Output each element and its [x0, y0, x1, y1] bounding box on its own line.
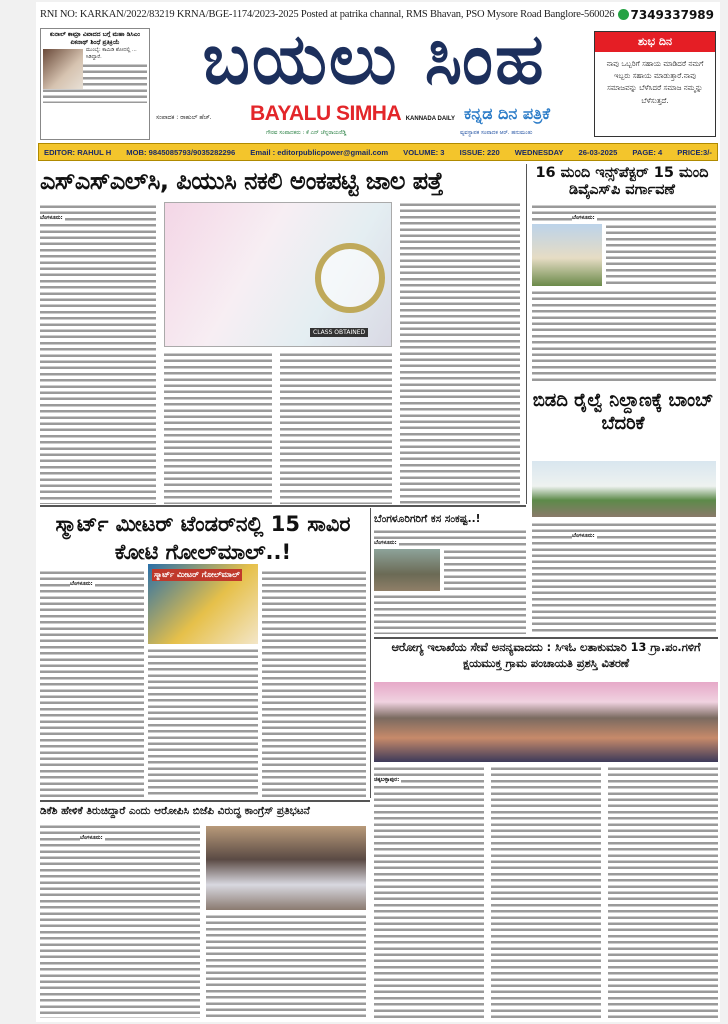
- garbage-text: [374, 529, 526, 547]
- award-ceremony-image: [374, 682, 718, 762]
- thought-text: ನಾವು ಒಬ್ಬರಿಗೆ ಸಹಾಯ ಮಾಡಿದರೆ ನಮಗೆ ಇಬ್ಬರು ಸಹಾಯ ಮಾಡುತ್ತಾರೆ.ನಾವು ಸಮಾಜವನ್ನು ಬೆಳೆಸಿದರೆ ಸಮಾಜ ನಮ್ಮನ್ನು ಬೆಳೆಸುತ್ತದೆ.: [606, 59, 704, 105]
- inspectors-text-3: [532, 290, 716, 382]
- dks-text-1: [40, 824, 200, 1018]
- dateline: ಚಿಕ್ಕಬಳ್ಳಾಪುರ:: [374, 777, 400, 783]
- health-text-1: [374, 766, 484, 1018]
- inspectors-headline: 16 ಮಂದಿ ಇನ್ಸ್‌ಪೆಕ್ಟರ್ 15 ಮಂದಿ ಡಿವೈಎಸ್‌ಪಿ ವರ್ಗಾವಣೆ: [535, 165, 709, 199]
- dks-text-2: [206, 914, 366, 1018]
- tagline: ಕನ್ನಡ ದಿನ ಪತ್ರಿಕೆ: [464, 104, 551, 123]
- lead-text-col4: [400, 202, 520, 504]
- phone-text: 7349337989: [630, 8, 714, 22]
- vidhana-soudha-image: [532, 224, 602, 286]
- garbage-text-3: [374, 594, 526, 634]
- dateline: ಬೆಂಗಳೂರು:: [80, 835, 103, 841]
- inspectors-text-2: [606, 224, 716, 286]
- left-box-title: ಕುನಾಲ್ ಕಾಮ್ರಾ ವಿವಾದದ ಬಗ್ಗೆ ಮಹಾ ಡಿಸಿಎಂ ಏಕನಾಥ್ ಶಿಂಧೆ ಪ್ರತಿಕ್ರಿಯೆ: [49, 31, 141, 47]
- smart-meter-text-3: [262, 570, 366, 799]
- divider: [374, 637, 718, 639]
- info-bar: [38, 143, 718, 161]
- dateline: ಬೆಂಗಳೂರು:: [572, 215, 595, 221]
- dateline: ಬೆಂಗಳೂರು:: [374, 540, 397, 546]
- phone-number: [618, 8, 715, 22]
- divider: [370, 508, 371, 798]
- day: WEDNESDAY: [514, 147, 564, 157]
- brand-sub: KANNADA DAILY: [405, 116, 455, 122]
- divider: [40, 505, 526, 507]
- protest-image: [206, 826, 366, 910]
- brand-name: [250, 102, 455, 131]
- registration-line: RNI NO: KARKAN/2022/83219 KRNA/BGE-1174/2023-2025 Posted at patrika channal, RMS Bhavan, PSO Mysore Road Banglore-560026: [40, 9, 615, 20]
- smart-meter-text-1: [40, 570, 144, 799]
- managing-editor: ವ್ಯವಸ್ಥಾಪಕ ಸಂಪಾದಕ ಆರ್. ಹನುಮಂತು: [460, 130, 533, 136]
- bidadi-text: [532, 522, 716, 634]
- garbage-image: [374, 549, 440, 591]
- health-headline: ಆರೋಗ್ಯ ಇಲಾಖೆಯ ಸೇವೆ ಅನನ್ಯವಾದದು : ಸಿಇಓ ಲತಾಕುಮಾರಿ 13 ಗ್ರಾ.ಪಂ.ಗಳಿಗೆ ಕ್ಷಯಮುಕ್ತ ಗ್ರಾಮ ಪಂಚಾಯತಿ ಪ್ರಶಸ್ತಿ ವಿತರಣೆ: [391, 641, 701, 671]
- divider: [526, 164, 527, 504]
- dateline: ಬೆಂಗಳೂರು:: [572, 533, 595, 539]
- lead-text-col3: [280, 352, 392, 504]
- whatsapp-icon: [618, 9, 629, 20]
- dks-headline: ಡಿಕೆಶಿ ಹೇಳಿಕೆ ತಿರುಚಿದ್ದಾರೆ ಎಂದು ಆರೋಪಿಸಿ ಬಿಜೆಪಿ ವಿರುದ್ಧ ಕಾಂಗ್ರೆಸ್ ಪ್ರತಿಭಟನೆ: [40, 805, 310, 817]
- mobile: MOB: 9845085793/9035282296: [126, 147, 236, 157]
- garbage-text-2: [444, 549, 526, 591]
- brand-en: BAYALU SIMHA: [250, 102, 401, 125]
- image-label: ಸ್ಮಾರ್ಟ್ ಮೀಟರ್ ಗೋಲ್‌ಮಾಲ್: [152, 569, 242, 581]
- train-image: [532, 461, 716, 517]
- smart-meter-headline: ಸ್ಮಾರ್ಟ್ ಮೀಟರ್ ಟೆಂಡರ್‌ನಲ್ಲಿ 15 ಸಾವಿರ ಕೋಟಿ ಗೋಲ್‌ಮಾಲ್..!: [55, 512, 351, 565]
- garbage-headline: ಬೆಂಗಳೂರಿಗರಿಗೆ ಕಸ ಸಂಕಷ್ಟ..!: [374, 513, 481, 525]
- date: 26-03-2025: [578, 147, 618, 157]
- inspectors-text: [532, 204, 716, 222]
- certificate-image: [164, 202, 392, 347]
- thought-title: ಶುಭ ದಿನ: [595, 32, 715, 52]
- smart-meter-text-2: [148, 648, 258, 798]
- editor: EDITOR: RAHUL H: [44, 147, 112, 157]
- left-news-box: [40, 28, 150, 140]
- lead-headline: ಎಸ್‌ಎಸ್‌ಎಲ್‌ಸಿ, ಪಿಯುಸಿ ನಕಲಿ ಅಂಕಪಟ್ಟಿ ಜಾಲ ಪತ್ತೆ: [40, 167, 443, 195]
- thought-box: [594, 31, 716, 137]
- dateline: ಬೆಂಗಳೂರು:: [70, 581, 93, 587]
- masthead-logo: ಬಯಲು ಸಿಂಹ: [202, 18, 546, 100]
- image-label: CLASS OBTAINED: [310, 328, 368, 337]
- volume: VOLUME: 3: [403, 147, 445, 157]
- health-text-3: [608, 766, 718, 1018]
- editor-credit: ಸಂಪಾದಕ : ರಾಹುಲ್ ಹೆಚ್.: [156, 114, 212, 121]
- smart-meter-image: [148, 564, 258, 644]
- email: Email : editorpublicpower@gmail.com: [250, 147, 389, 157]
- issue: ISSUE: 220: [459, 147, 500, 157]
- divider: [40, 800, 370, 802]
- page-number: PAGE: 4: [632, 147, 663, 157]
- price: PRICE:3/-: [677, 147, 712, 157]
- magnifier-icon: [315, 243, 385, 313]
- bidadi-headline: ಬಿಡದಿ ರೈಲ್ವೆ ನಿಲ್ದಾಣಕ್ಕೆ ಬಾಂಬ್ ಬೆದರಿಕೆ: [532, 390, 714, 435]
- newspaper-page: [36, 2, 720, 1022]
- honorary-editor: ಗೌರವ ಸಂಪಾದಕರು : ಕೆ ಎನ್ ಚೆನ್ನರಾಯರೆಡ್ಡಿ: [266, 130, 347, 136]
- lead-text-col2: [164, 352, 272, 504]
- lead-text-col1: [40, 204, 156, 504]
- left-box-text: ಮುಂಬೈ: ಕಾಮಿಡಿ ಶೋದಲ್ಲಿ ... ಸಿಡಿದ್ದಾರೆ.: [86, 47, 137, 60]
- news-photo: [43, 49, 83, 89]
- health-text-2: [491, 766, 601, 1018]
- dateline: ಬೆಂಗಳೂರು:: [40, 215, 63, 221]
